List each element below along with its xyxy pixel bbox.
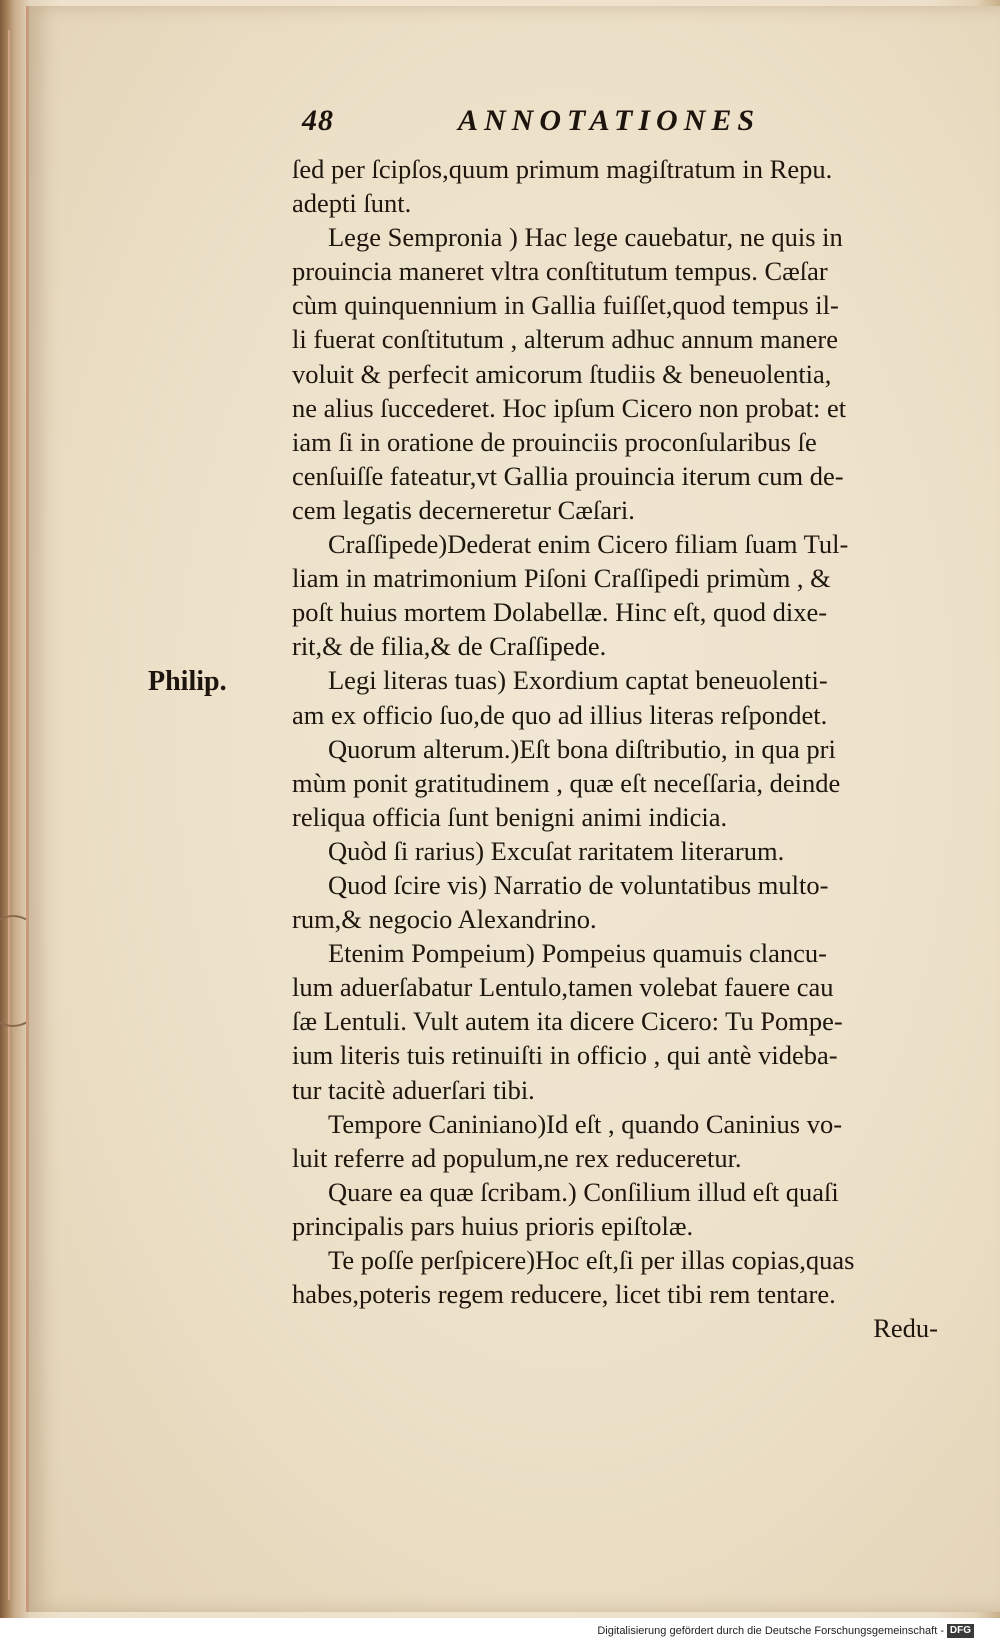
- catchword: Redu-: [873, 1313, 938, 1344]
- text-line: am ex officio ſuo,de quo ad illius literas reſpondet.: [292, 699, 828, 730]
- text-line: Tempore Caniniano)Id eſt , quando Caninius vo-: [328, 1108, 843, 1139]
- text-line: li fuerat conſtitutum , alterum adhuc annum manere: [292, 324, 839, 355]
- dfg-logo: DFG: [947, 1624, 974, 1638]
- text-line: cùm quinquennium in Gallia fuiſſet,quod tempus il-: [292, 290, 839, 321]
- running-title: ANNOTATIONES: [458, 104, 761, 137]
- text-line: rit,& de filia,& de Craſſipede.: [292, 631, 607, 662]
- text-line: lum aduerſabatur Lentulo,tamen volebat fauere cau: [292, 972, 834, 1003]
- text-line: cenſuiſſe fateatur,vt Gallia prouincia iterum cum de-: [292, 460, 844, 491]
- text-line: Te poſſe perſpicere)Hoc eſt,ſi per illas copias,quas: [328, 1245, 855, 1275]
- text-line: reliqua officia ſunt benigni animi indicia.: [292, 801, 728, 832]
- text-line: rum,& negocio Alexandrino.: [292, 904, 597, 935]
- text-line: adepti ſunt.: [292, 188, 412, 219]
- text-line: liam in matrimonium Piſoni Craſſipedi primùm , &: [292, 563, 831, 594]
- text-line: Lege Sempronia ) Hac lege cauebatur, ne quis in: [328, 222, 843, 253]
- digitization-footer: [0, 1620, 1000, 1646]
- text-line: mùm ponit gratitudinem , quæ eſt neceſſaria, deinde: [292, 767, 841, 798]
- funding-credit: Digitalisierung gefördert durch die Deutsche Forschungsgemeinschaft -: [597, 1625, 944, 1637]
- page-header: [302, 104, 842, 144]
- text-line: Quod ſcire vis) Narratio de voluntatibus multo-: [328, 869, 829, 900]
- text-line: voluit & perfecit amicorum ſtudiis & beneuolentia,: [292, 358, 832, 389]
- text-line: Legi literas tuas) Exordium captat beneuolenti-: [328, 665, 828, 696]
- text-line: ne alius ſuccederet. Hoc ipſum Cicero non probat: et: [292, 392, 847, 423]
- text-line: ium literis tuis retinuiſti in officio , qui antè videba-: [292, 1040, 838, 1071]
- text-line: Etenim Pompeium) Pompeius quamuis clancu-: [328, 938, 828, 969]
- margin-note: Philip.: [148, 666, 227, 697]
- text-line: principalis pars huius prioris epiſtolæ.: [292, 1210, 694, 1241]
- text-line: prouincia maneret vltra conſtitutum tempus. Cæſar: [292, 256, 828, 287]
- text-line: iam ſi in oratione de prouinciis proconſularibus ſe: [292, 426, 817, 457]
- text-line: habes,poteris regem reducere, licet tibi rem tentare.: [292, 1279, 836, 1310]
- book-page-edges: [8, 30, 28, 1600]
- body-text: [292, 152, 944, 1345]
- text-line: poſt huius mortem Dolabellæ. Hinc eſt, quod dixe-: [292, 597, 828, 628]
- text-line: Quorum alterum.)Eſt bona diſtributio, in qua pri: [328, 733, 836, 764]
- page-number: 48: [302, 104, 334, 137]
- text-line: cem legatis decerneretur Cæſari.: [292, 494, 635, 525]
- text-line: Craſſipede)Dederat enim Cicero filiam ſuam Tul-: [328, 529, 849, 560]
- text-line: ſed per ſcipſos,quum primum magiſtratum in Repu.: [292, 154, 833, 184]
- text-line: luit referre ad populum,ne rex reduceretur.: [292, 1142, 742, 1173]
- text-line: ſæ Lentuli. Vult autem ita dicere Cicero: Tu Pompe-: [292, 1006, 843, 1037]
- text-line: Quòd ſi rarius) Excuſat raritatem literarum.: [328, 835, 785, 866]
- text-line: Quare ea quæ ſcribam.) Conſilium illud eſt quaſi: [328, 1176, 839, 1207]
- text-line: tur tacitè aduerſari tibi.: [292, 1074, 535, 1105]
